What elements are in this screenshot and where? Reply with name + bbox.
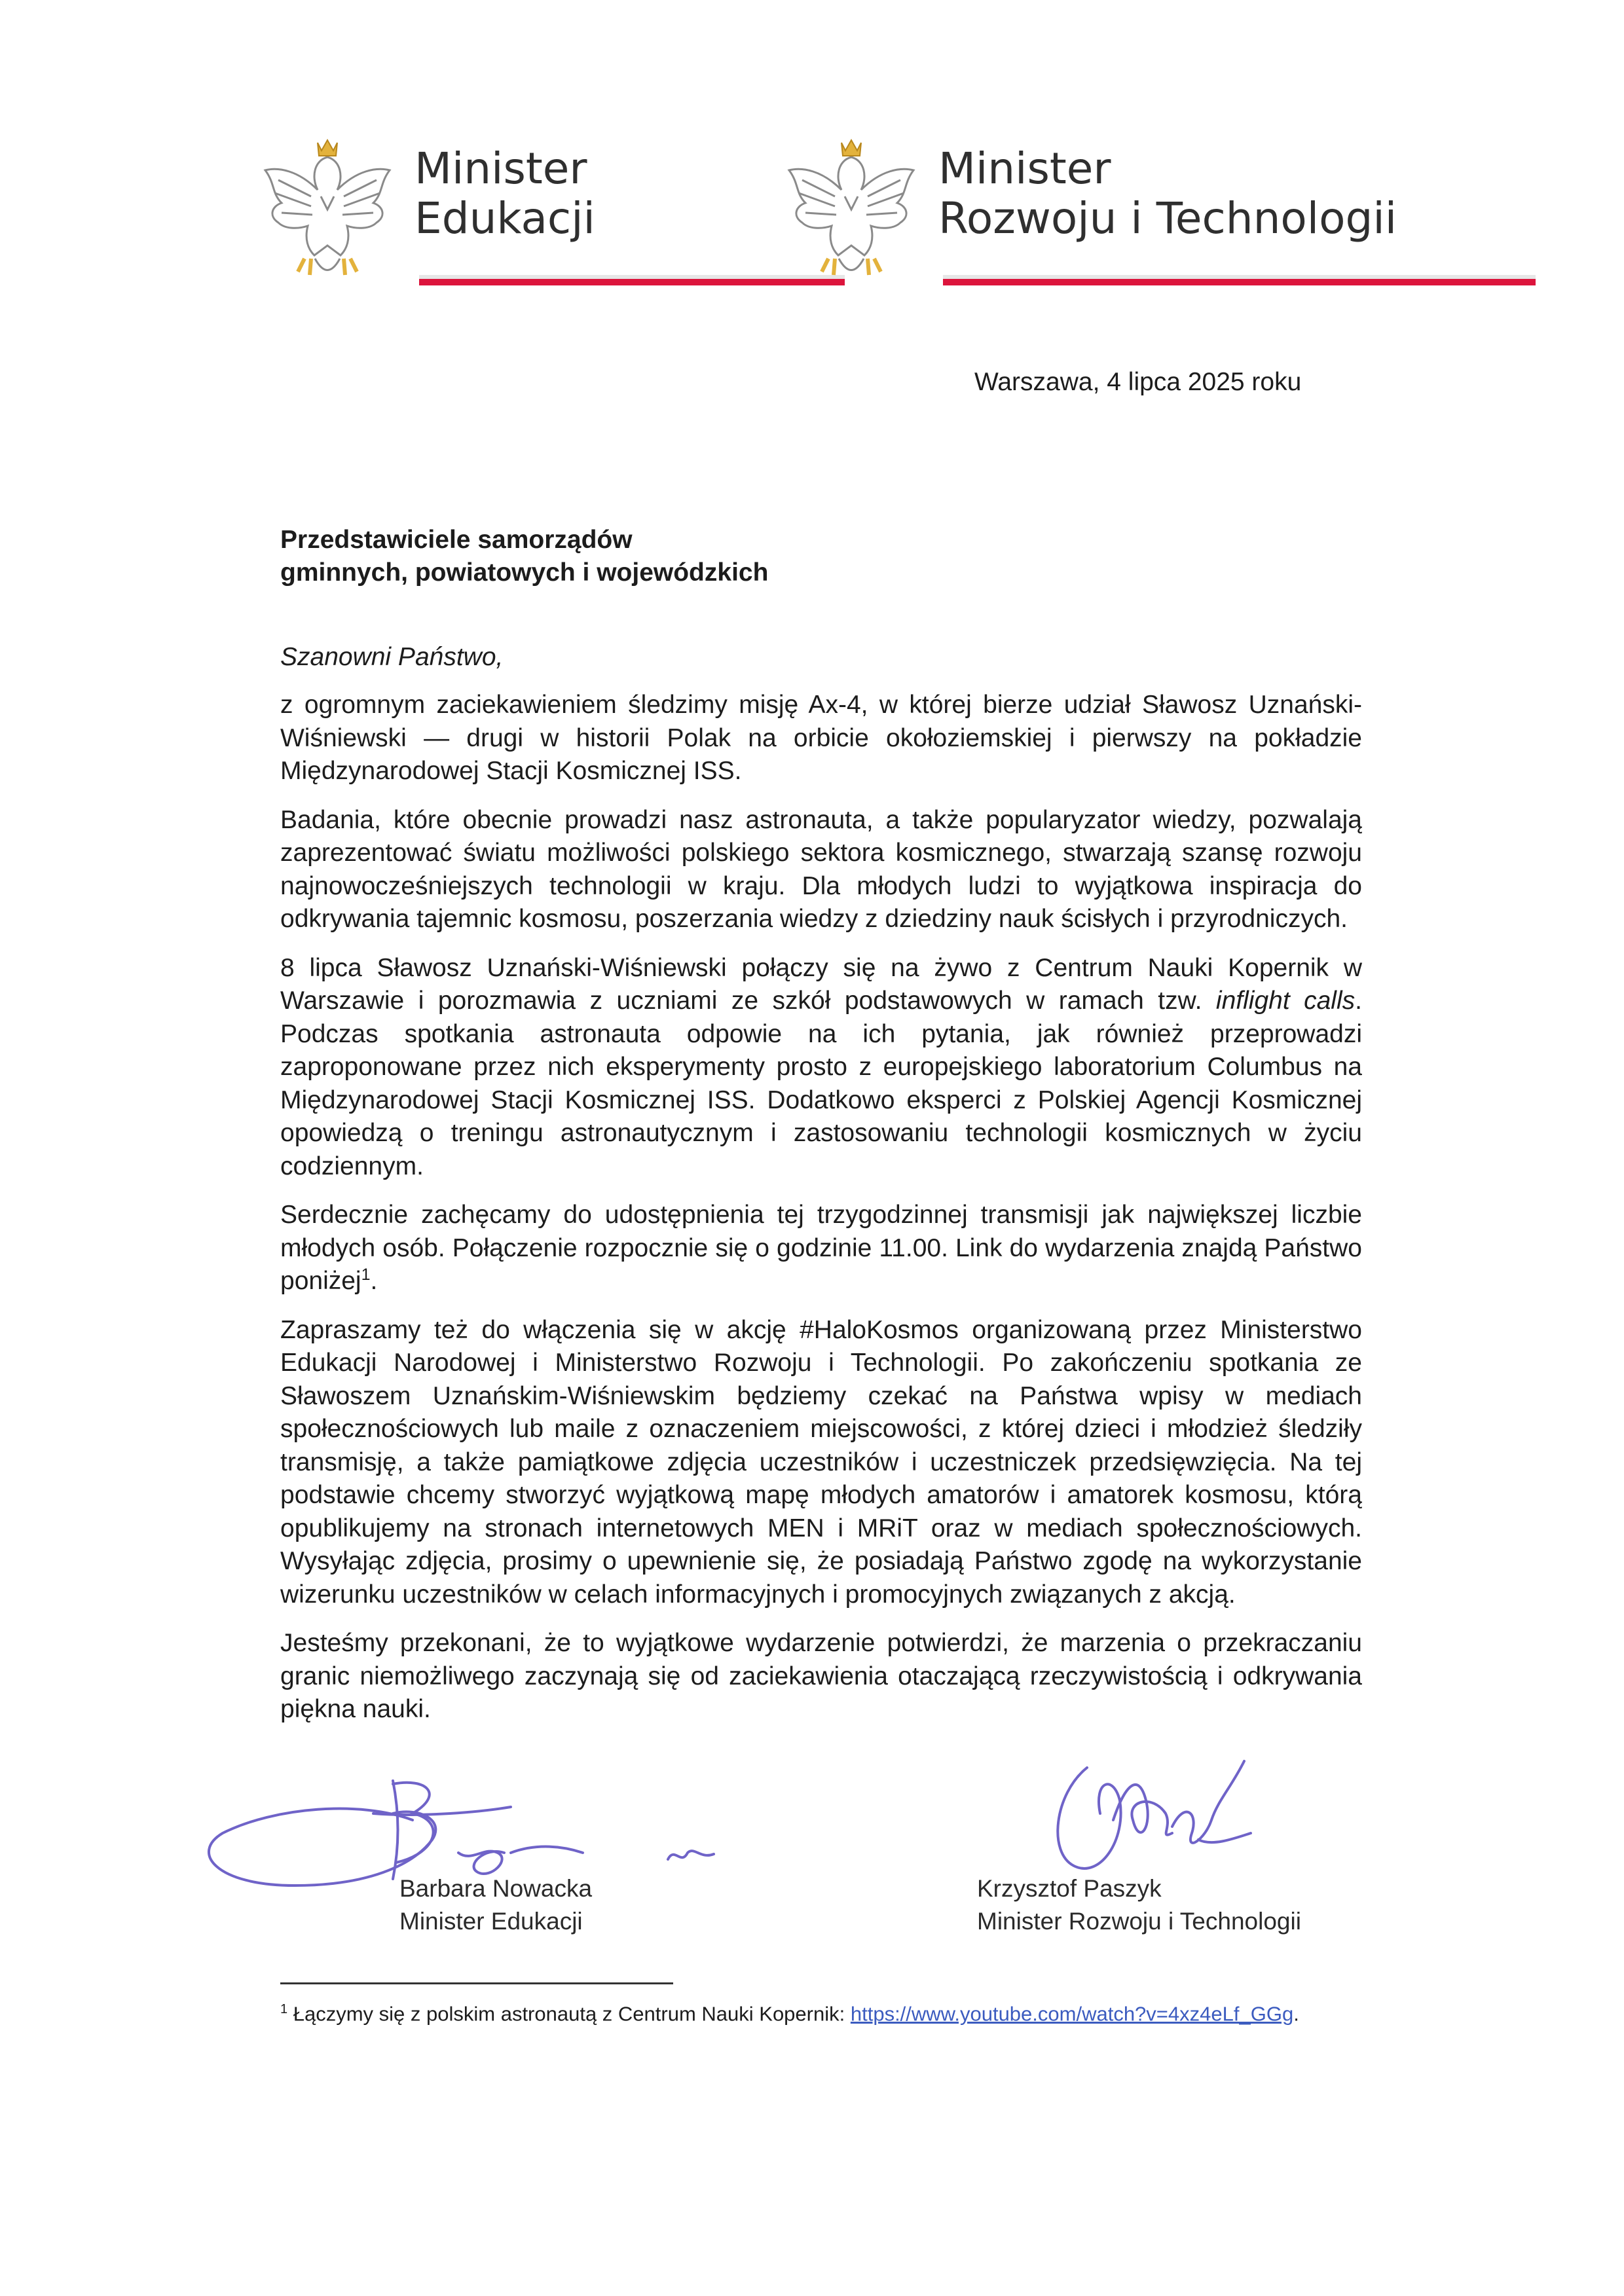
footnote-link[interactable]: https://www.youtube.com/watch?v=4xz4eLf_GGg (850, 2002, 1294, 2026)
signer-right (977, 1872, 1301, 1938)
footnote-end: . (1293, 2002, 1299, 2026)
paragraph-3-start: 8 lipca Sławosz Uznański-Wiśniewski połączy się na żywo z Centrum Nauki Kopernik w Warszawie i porozmawia z uczniami ze szkół podstawowych w ramach tzw. (280, 953, 1362, 1015)
addressee-line2: gminnych, powiatowych i wojewódzkich (280, 558, 769, 587)
letter-date: Warszawa, 4 lipca 2025 roku (974, 368, 1302, 396)
paragraph-3 (280, 952, 1362, 1184)
polish-eagle-emblem-icon (252, 131, 403, 288)
paragraph-6: Jesteśmy przekonani, że to wyjątkowe wydarzenie potwierdzi, że marzenia o przekraczaniu granic niemożliwego zaczynają się od zaciekawienia otaczającą rzeczywistością i odkrywania piękna nauki. (280, 1629, 1362, 1723)
signer-left (399, 1872, 592, 1938)
paragraph-5: Zapraszamy też do włączenia się w akcję #HaloKosmos organizowaną przez Ministerstwo Edukacji Narodowej i Ministerstwo Rozwoju i Technologii. Po zakończeniu spotkania ze Sławoszem Uznańskim-Wiśniewskim będziemy czekać na Państwa wpisy w mediach społecznościowych lub maile z oznaczeniem miejscowości, z której dzieci i młodzież śledziły transmisję, a także pamiątkowe zdjęcia uczestników i uczestniczek przedsięwzięcia. Na tej podstawie chcemy stworzyć wyjątkową mapę młodych amatorów i amatorek kosmosu, którą opublikujemy na stronach internetowych MEN i MRiT oraz w mediach społecznościowych. Wysyłając zdjęcia, prosimy o upewnienie się, że posiadają Państwo zgodę na wykorzystanie wizerunku uczestników w celach informacyjnych i promocyjnych związanych z akcją. (280, 1315, 1362, 1609)
addressee (280, 524, 768, 589)
footnote-text: Łączymy się z polskim astronautą z Centrum Nauki Kopernik: (287, 2002, 851, 2026)
paragraph-4 (280, 1199, 1362, 1298)
letterhead-line1: Minister (415, 143, 587, 194)
addressee-line1: Przedstawiciele samorządów (280, 526, 633, 554)
letter-body (280, 689, 1362, 1742)
footnote-number: 1 (280, 2002, 288, 2016)
paragraph-4-text: Serdecznie zachęcamy do udostępnienia tej trzygodzinnej transmisji jak największej liczbie młodych osób. Połączenie rozpocznie się o godzinie 11.00. Link do wydarzenia znajdą Państwo poniżej (280, 1201, 1362, 1295)
footnote-reference[interactable]: 1 (361, 1266, 371, 1284)
paragraph-1: z ogromnym zaciekawieniem śledzimy misję Ax-4, w której bierze udział Sławosz Uznański-Wiśniewski — drugi w historii Polak na orbicie okołoziemskiej i pierwszy na pokładzie Międzynarodowej Stacji Kosmicznej ISS. (280, 691, 1362, 785)
footnote-divider (280, 1982, 673, 1984)
paragraph-4-end: . (370, 1267, 378, 1295)
polish-eagle-emblem-icon (776, 131, 927, 288)
letterhead-line1: Minister (938, 143, 1111, 194)
letterhead-line2: Edukacji (415, 193, 595, 244)
signer-name: Krzysztof Paszyk (977, 1875, 1162, 1902)
signer-title: Minister Rozwoju i Technologii (977, 1908, 1301, 1935)
paragraph-2: Badania, które obecnie prowadzi nasz astronauta, a także popularyzator wiedzy, pozwalają zaprezentować światu możliwości polskiego sektora kosmicznego, stwarzają szansę rozwoju najnowocześniejszych technologii w kraju. Dla młodych ludzi to wyjątkowa inspiracja do odkrywania tajemnic kosmosu, poszerzania wiedzy z dziedziny nauk ścisłych i przyrodniczych. (280, 805, 1362, 933)
footnote (280, 2002, 1299, 2026)
letterhead-line2: Rozwoju i Technologii (938, 193, 1397, 244)
letterhead-title (938, 144, 1397, 244)
salutation: Szanowni Państwo, (280, 643, 504, 671)
signer-name: Barbara Nowacka (399, 1875, 593, 1902)
signer-title: Minister Edukacji (399, 1908, 583, 1935)
paragraph-3-end: . Podczas spotkania astronauta odpowie na ich pytania, jak również przeprowadzi zaproponowane przez nich eksperymenty prosto z europejskiego laboratorium Columbus na Międzynarodowej Stacji Kosmicznej ISS. Dodatkowo eksperci z Polskiej Agencji Kosmicznej opowiedzą o treningu astronautycznym i zastosowaniu technologii kosmicznych w życiu codziennym. (280, 987, 1362, 1180)
paragraph-3-italic: inflight calls (1215, 987, 1356, 1015)
flag-bar (943, 275, 1536, 285)
letterhead-title (415, 144, 595, 244)
